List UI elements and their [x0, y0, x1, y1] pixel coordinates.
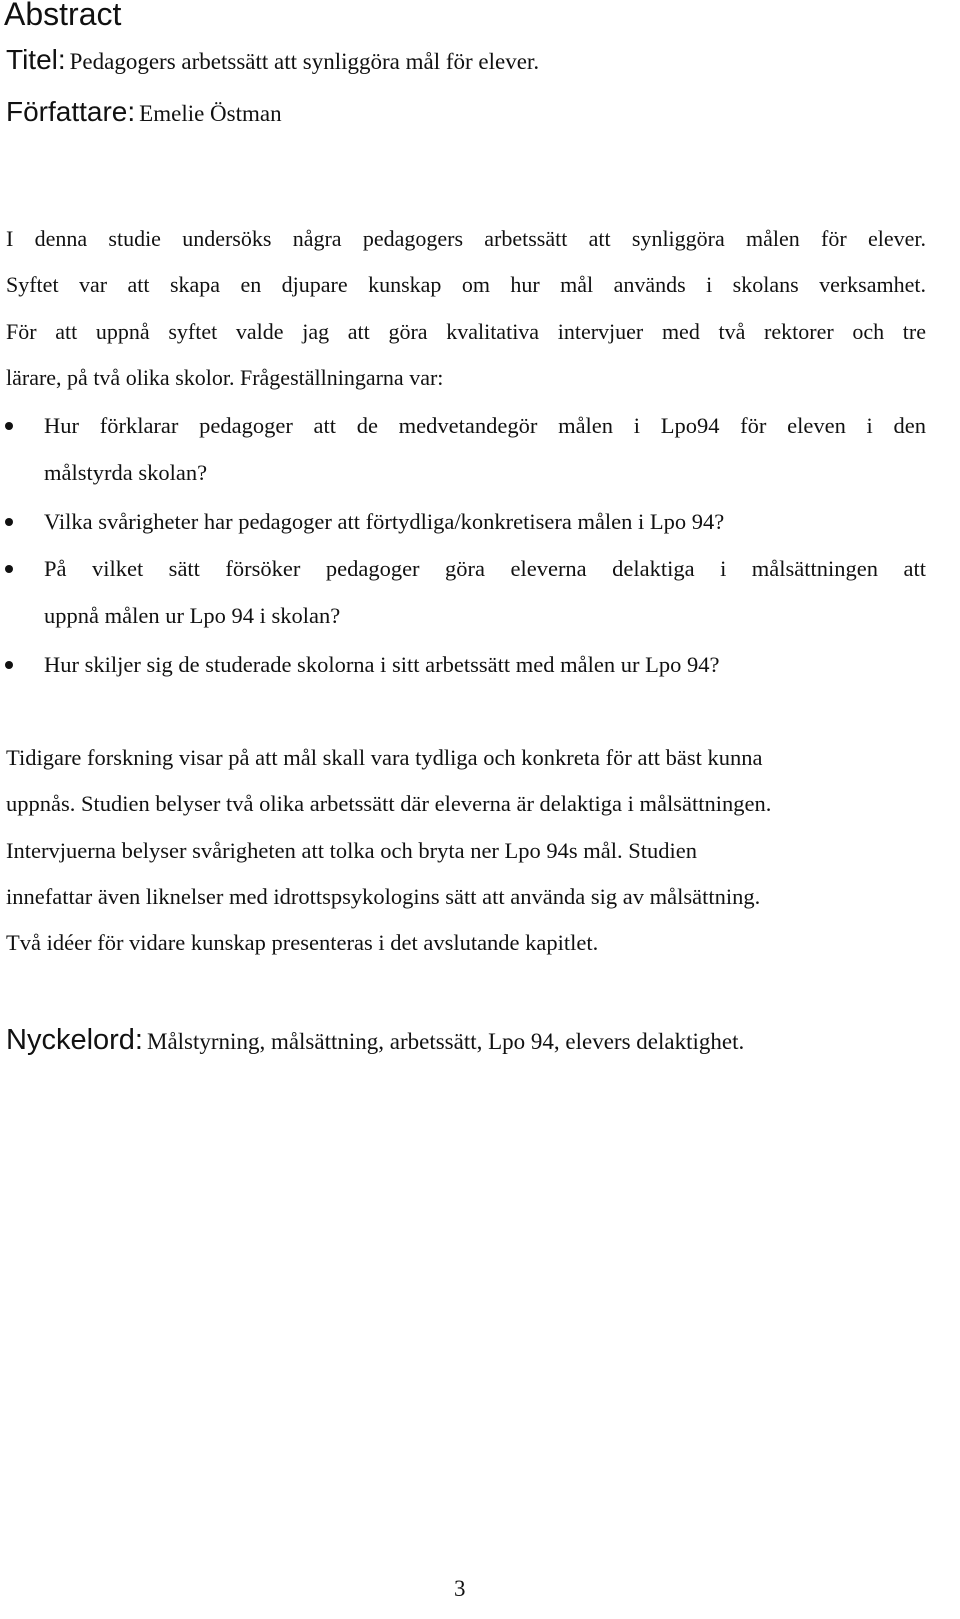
intro-line: Syftet var att skapa en djupare kunskap om hur mål används i skolans verksamhet. — [6, 272, 926, 297]
title-value: Pedagogers arbetssätt att synliggöra mål för elever. — [69, 49, 540, 74]
question-item-continued: målstyrda skolan? — [44, 460, 208, 485]
title-line — [6, 42, 539, 83]
page-number: 3 — [454, 1576, 466, 1601]
bullet-icon — [5, 565, 13, 573]
intro-line: lärare, på två olika skolor. Frågeställningarna var: — [6, 365, 444, 390]
title-label: Titel: — [6, 44, 66, 75]
author-value: Emelie Östman — [139, 101, 282, 126]
question-item-continued: uppnå målen ur Lpo 94 i skolan? — [44, 603, 341, 628]
bullet-icon — [5, 661, 13, 669]
keywords-line — [6, 1020, 744, 1065]
question-item: Vilka svårigheter har pedagoger att förtydliga/konkretisera målen i Lpo 94? — [44, 509, 725, 534]
results-line: Intervjuerna belyser svårigheten att tolka och bryta ner Lpo 94s mål. Studien — [6, 838, 698, 863]
intro-line: För att uppnå syftet valde jag att göra kvalitativa intervjuer med två rektorer och tre — [6, 319, 926, 344]
keywords-value: Målstyrning, målsättning, arbetssätt, Lpo 94, elevers delaktighet. — [147, 1029, 745, 1054]
question-item: Hur förklarar pedagoger att de medvetandegör målen i Lpo94 för eleven i den — [44, 413, 926, 438]
results-line: Två idéer för vidare kunskap presenteras i det avslutande kapitlet. — [6, 930, 599, 955]
bullet-icon — [5, 518, 13, 526]
results-line: uppnås. Studien belyser två olika arbetssätt där eleverna är delaktiga i målsättningen. — [6, 791, 772, 816]
bullet-icon — [5, 422, 13, 430]
author-label: Författare: — [6, 96, 136, 127]
keywords-label: Nyckelord: — [6, 1024, 143, 1056]
abstract-heading: Abstract — [4, 0, 122, 32]
author-line — [6, 94, 282, 135]
question-item: På vilket sätt försöker pedagoger göra eleverna delaktiga i målsättningen att — [44, 556, 926, 581]
intro-line: I denna studie undersöks några pedagogers arbetssätt att synliggöra målen för elever. — [6, 226, 926, 251]
results-line: Tidigare forskning visar på att mål skall vara tydliga och konkreta för att bäst kunna — [6, 745, 763, 770]
question-item: Hur skiljer sig de studerade skolorna i sitt arbetssätt med målen ur Lpo 94? — [44, 652, 720, 677]
results-line: innefattar även liknelser med idrottspsykologins sätt att använda sig av målsättning. — [6, 884, 761, 909]
